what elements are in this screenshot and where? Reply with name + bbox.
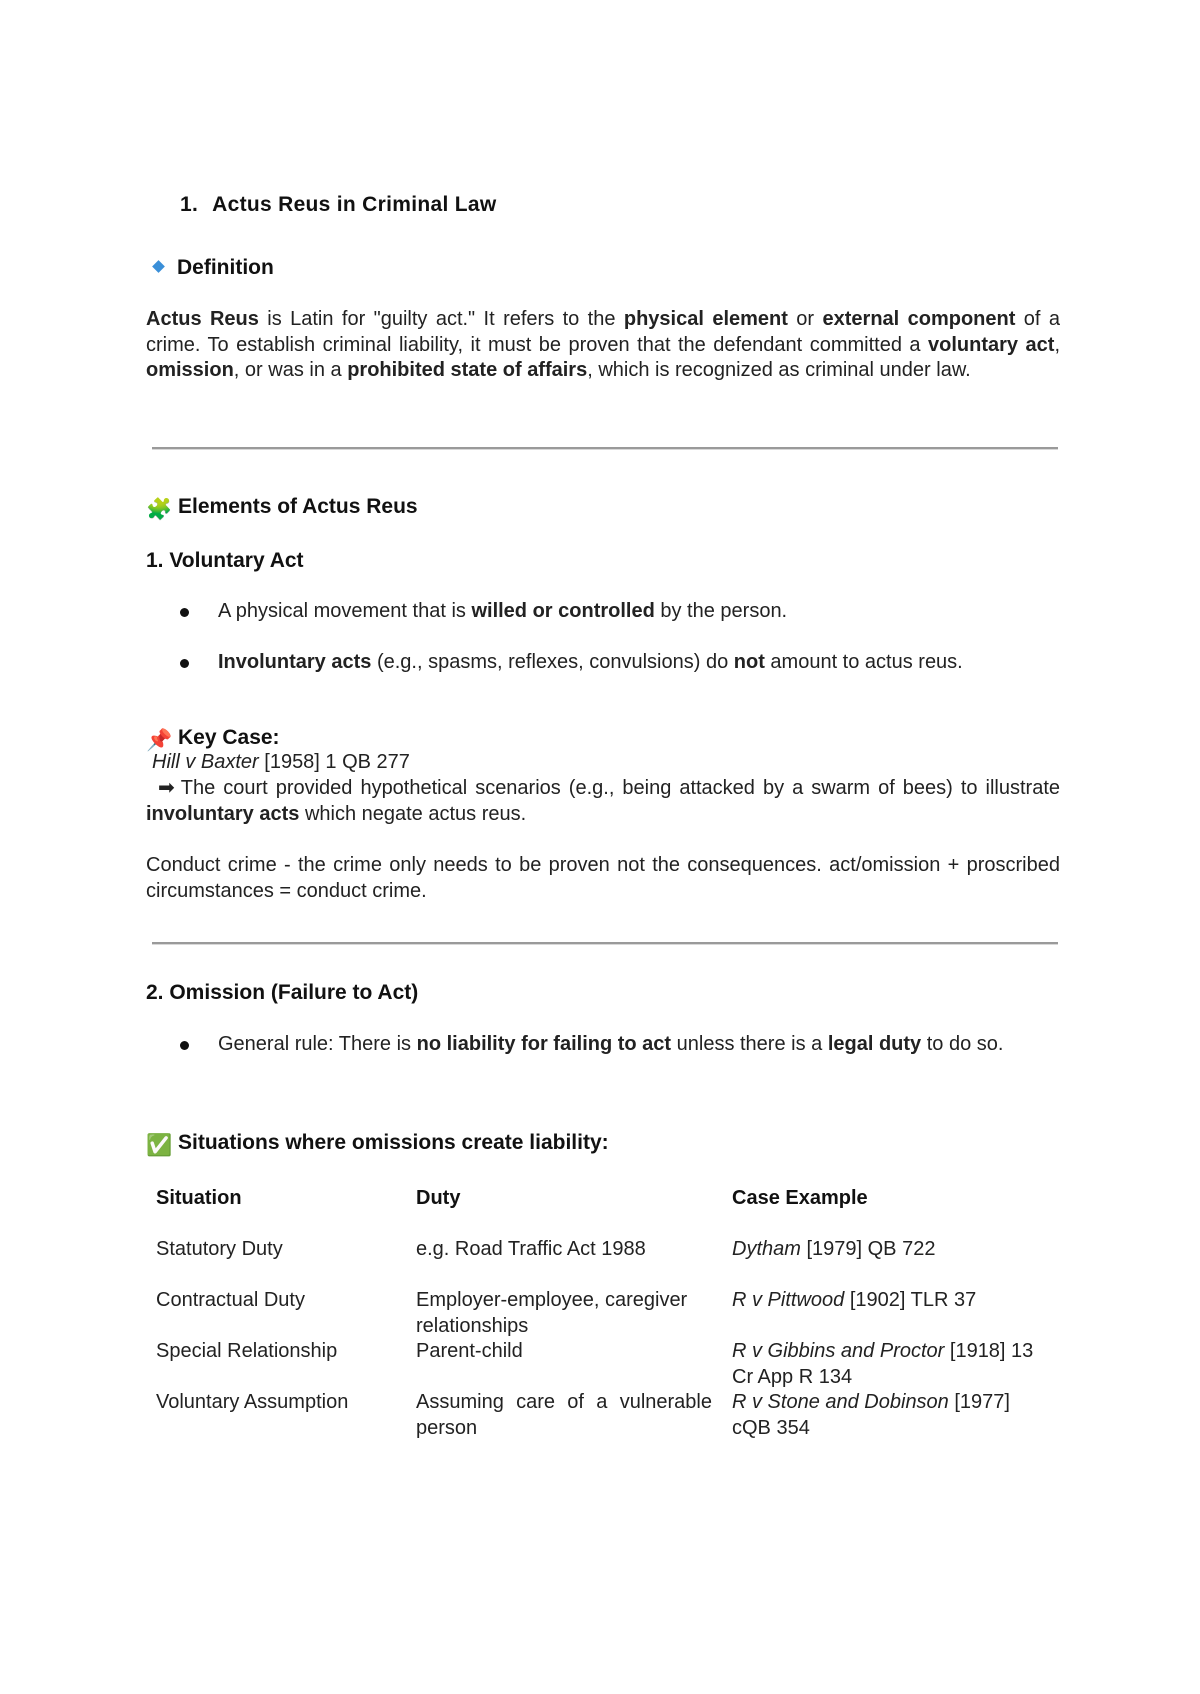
cell-duty: Employer-employee, caregiver relationships xyxy=(416,1289,688,1337)
text-run: to do so. xyxy=(921,1033,1004,1055)
bold-text: no liability for failing to act xyxy=(416,1033,672,1055)
horizontal-rule xyxy=(152,447,1058,450)
case-citation: [1902] TLR 37 xyxy=(844,1289,977,1311)
bold-text: not xyxy=(733,651,765,673)
title-number: 1. xyxy=(180,193,199,216)
table-header-row xyxy=(146,1180,1060,1237)
text-run: , or was in a xyxy=(233,359,348,381)
elements-heading xyxy=(146,495,418,522)
list-item xyxy=(182,650,1060,676)
right-arrow-icon: ➡ xyxy=(158,777,175,799)
table-row xyxy=(146,1390,1060,1441)
bold-text: Involuntary acts xyxy=(218,651,372,673)
cell-situation: Voluntary Assumption xyxy=(156,1391,349,1413)
key-case-note-text xyxy=(146,777,1060,825)
text-run: A physical movement that is xyxy=(218,600,472,622)
case-citation: [1977] cQB 354 xyxy=(732,1391,1010,1439)
text-run: , which is recognized as criminal under law. xyxy=(587,359,971,381)
bold-text: prohibited state of affairs xyxy=(347,359,588,381)
bold-text: omission xyxy=(146,359,234,381)
list-item-text xyxy=(218,599,1060,625)
bold-text: voluntary act xyxy=(928,333,1055,356)
cell-case-example xyxy=(722,1390,1060,1441)
horizontal-rule xyxy=(152,942,1058,945)
column-header-duty: Duty xyxy=(416,1187,461,1209)
case-name: Hill v Baxter xyxy=(152,751,259,773)
situations-table-body xyxy=(146,1237,1060,1441)
list-item xyxy=(182,1032,1060,1058)
key-case-note xyxy=(146,776,1060,827)
conduct-crime-paragraph: Conduct crime - the crime only needs to be proven not the consequences. act/omission + proscribed circumstances = conduct crime. xyxy=(146,854,1060,902)
key-case-label: Key Case: xyxy=(178,726,280,749)
case-citation: [1958] 1 QB 277 xyxy=(258,751,410,773)
text-run: is Latin for "guilty act." It refers to the xyxy=(258,308,624,330)
case-name: R v Pittwood xyxy=(732,1289,845,1311)
text-run: by the person. xyxy=(654,600,788,622)
check-mark-icon: ✅ xyxy=(146,1134,173,1157)
text-run: (e.g., spasms, reflexes, convulsions) do xyxy=(371,651,734,673)
bold-text: willed or controlled xyxy=(471,600,655,622)
definition-heading xyxy=(144,256,274,280)
cell-case-example xyxy=(722,1288,1060,1339)
cell-case-example xyxy=(722,1237,1060,1288)
elements-heading-text: Elements of Actus Reus xyxy=(178,495,418,518)
text-run: The court provided hypothetical scenarios (e.g., being attacked by a swarm of bees) to illustrate xyxy=(180,777,1060,799)
case-citation: [1979] QB 722 xyxy=(800,1238,936,1260)
puzzle-icon: 🧩 xyxy=(146,498,173,521)
cell-duty: Assuming care of a vulnerable person xyxy=(416,1391,712,1439)
text-run: , xyxy=(1054,333,1060,356)
list-item-text xyxy=(218,650,1060,676)
case-name: R v Stone and Dobinson xyxy=(732,1391,949,1413)
text-run: unless there is a xyxy=(671,1033,828,1055)
key-case-citation xyxy=(152,751,410,774)
cell-case-example xyxy=(722,1339,1060,1390)
omission-heading: 2. Omission (Failure to Act) xyxy=(146,981,419,1004)
definition-heading-text: Definition xyxy=(177,256,274,279)
bold-text: legal duty xyxy=(827,1033,922,1055)
table-row xyxy=(146,1339,1060,1390)
title-text: Actus Reus in Criminal Law xyxy=(212,193,497,216)
bold-text: Actus Reus xyxy=(146,308,259,330)
text-run: of a crime. To establish criminal liability, it must be proven that the defendant committed a xyxy=(146,308,1060,356)
cell-situation: Special Relationship xyxy=(156,1340,338,1362)
text-run: amount to actus reus. xyxy=(764,651,963,673)
bold-text: external component xyxy=(822,308,1016,330)
column-header-case-example: Case Example xyxy=(732,1187,868,1209)
situations-table xyxy=(146,1180,1060,1441)
list-item xyxy=(182,599,1060,625)
voluntary-act-heading: 1. Voluntary Act xyxy=(146,549,304,572)
definition-paragraph xyxy=(146,307,1060,384)
bold-text: physical element xyxy=(623,308,788,330)
table-row xyxy=(146,1237,1060,1288)
text-run: General rule: There is xyxy=(218,1033,417,1055)
pushpin-icon: 📌 xyxy=(146,729,173,752)
situations-heading xyxy=(146,1131,609,1158)
cell-duty: e.g. Road Traffic Act 1988 xyxy=(416,1238,646,1260)
list-item-text xyxy=(218,1032,1060,1058)
case-name: Dytham xyxy=(732,1238,801,1260)
case-citation: [1918] 13 Cr App R 134 xyxy=(732,1340,1034,1388)
column-header-situation: Situation xyxy=(156,1187,242,1209)
text-run: which negate actus reus. xyxy=(299,802,527,825)
bold-text: involuntary acts xyxy=(146,802,300,825)
cell-situation: Statutory Duty xyxy=(156,1238,283,1260)
text-run: or xyxy=(787,308,823,330)
document-title xyxy=(180,193,496,217)
situations-heading-text: Situations where omissions create liability: xyxy=(178,1131,609,1154)
table-row xyxy=(146,1288,1060,1339)
case-name: R v Gibbins and Proctor xyxy=(732,1340,945,1362)
diamond-icon xyxy=(152,261,165,274)
cell-situation: Contractual Duty xyxy=(156,1289,305,1311)
key-case-heading xyxy=(146,726,280,753)
cell-duty: Parent-child xyxy=(416,1340,523,1362)
